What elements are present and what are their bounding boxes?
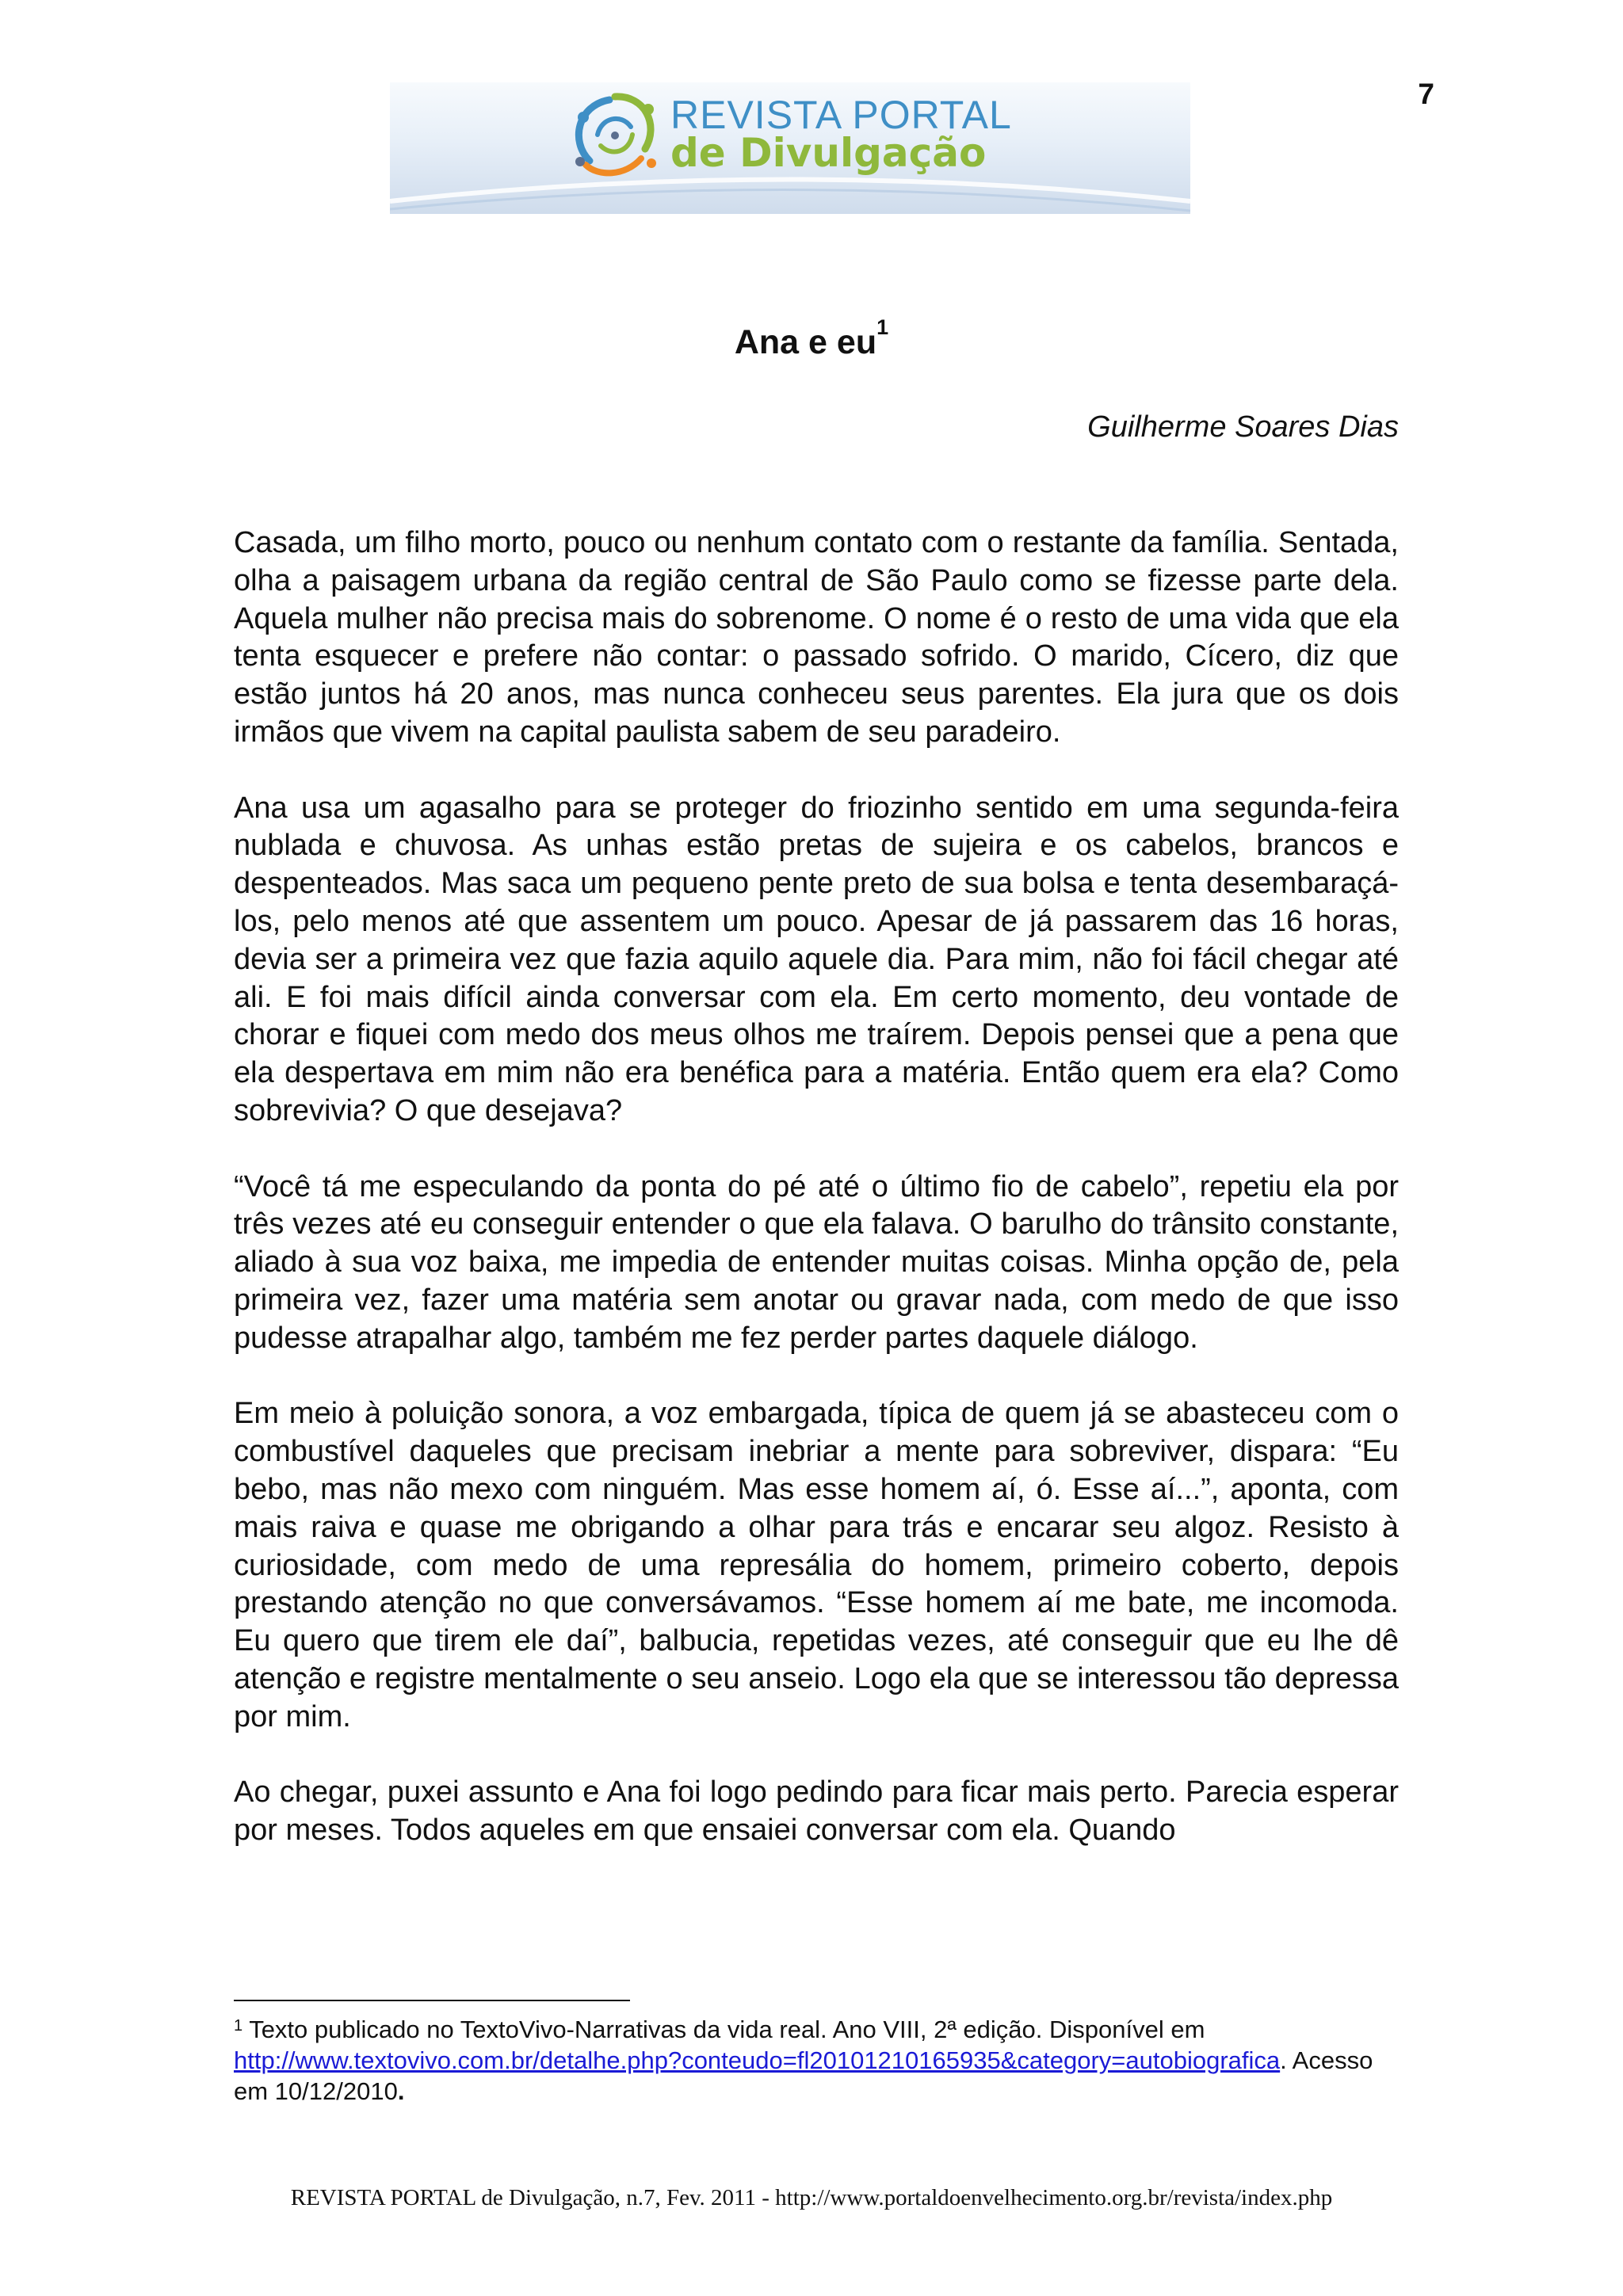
body-paragraph: Casada, um filho morto, pouco ou nenhum contato com o restante da família. Sentada, olha a paisagem urbana da região central de São Paulo como se fizesse parte dela. Aquela mulher não precisa mais do sobrenome. O nome é o resto de uma vida que ela tenta esquecer e prefere não contar: o passado sofrido. O marido, Cícero, diz que estão juntos há 20 anos, mas nunca conheceu seus parentes. Ela jura que os dois irmãos que vivem na capital paulista sabem de seu paradeiro. bbox=[234, 526, 1399, 749]
article-title bbox=[0, 315, 1623, 362]
footnote bbox=[234, 2014, 1399, 2107]
footnote-text: Texto publicado no TextoVivo-Narrativas da vida real. Ano VIII, 2ª edição. Disponível em bbox=[249, 2016, 1205, 2043]
footnote-link[interactable]: http://www.textovivo.com.br/detalhe.php?conteudo=fl20101210165935&category=autobiografica bbox=[234, 2046, 1281, 2074]
article-author: Guilherme Soares Dias bbox=[1087, 410, 1399, 444]
footnote-number: 1 bbox=[234, 2017, 243, 2035]
body-paragraph: Ao chegar, puxei assunto e Ana foi logo pedindo para ficar mais perto. Parecia esperar por meses. Todos aqueles em que ensaiei conversar com ela. Quando bbox=[234, 1775, 1399, 1848]
body-paragraph: Ana usa um agasalho para se proteger do friozinho sentido em uma segunda-feira nublada e chuvosa. As unhas estão pretas de sujeira e os cabelos, brancos e despenteados. Mas saca um pequeno pente preto de sua bolsa e tenta desembaraçá-los, pelo menos até que assentem um pouco. Apesar de já passarem das 16 horas, devia ser a primeira vez que fazia aquilo aquele dia. Para mim, não foi fácil chegar até ali. E foi mais difícil ainda conversar com ela. Em certo momento, deu vontade de chorar e fiquei com medo dos meus olhos me traírem. Depois pensei que a pena que ela despertava em mim não era benéfica para a matéria. Então quem era ela? Como sobrevivia? O que desejava? bbox=[234, 791, 1399, 1127]
article-body bbox=[234, 524, 1399, 1888]
footnote-end-period: . bbox=[397, 2077, 405, 2105]
revista-portal-logo-icon bbox=[566, 86, 664, 184]
body-paragraph: “Você tá me especulando da ponta do pé até o último fio de cabelo”, repetiu ela por três vezes até eu conseguir entender o que ela falava. O barulho do trânsito constante, aliado à sua voz baixa, me impedia de entender muitas coisas. Minha opção de, pela primeira vez, fazer uma matéria sem anotar ou gravar nada, com medo de que isso pudesse atrapalhar algo, também me fez perder partes daquele diálogo. bbox=[234, 1169, 1399, 1355]
page-number: 7 bbox=[1418, 78, 1434, 110]
brand-name-line1: REVISTA PORTAL bbox=[670, 93, 1012, 137]
title-footnote-ref[interactable]: 1 bbox=[876, 315, 889, 339]
header-banner bbox=[390, 82, 1190, 214]
footnote-access-date: . Acesso em 10/12/2010 bbox=[234, 2046, 1373, 2105]
footnote-divider bbox=[234, 2000, 630, 2001]
brand-name-line2: de Divulgação bbox=[670, 130, 987, 176]
page-footer: REVISTA PORTAL de Divulgação, n.7, Fev. 2011 - http://www.portaldoenvelhecimento.org.br/revista/index.php bbox=[290, 2185, 1333, 2210]
article-title-text: Ana e eu bbox=[734, 323, 877, 361]
body-paragraph: Em meio à poluição sonora, a voz embargada, típica de quem já se abasteceu com o combustível daqueles que precisam inebriar a mente para sobreviver, dispara: “Eu bebo, mas não mexo com ninguém. Mas esse homem aí, ó. Esse aí...”, aponta, com mais raiva e quase me obrigando a olhar para trás e encarar seu algoz. Resisto à curiosidade, com medo de uma represália do homem, primeiro coberto, depois prestando atenção no que conversávamos. “Esse homem aí me bate, me incomoda. Eu quero que tirem ele daí”, balbucia, repetidas vezes, até conseguir que eu lhe dê atenção e registre mentalmente o seu anseio. Logo ela que se interessou tão depressa por mim. bbox=[234, 1397, 1399, 1733]
